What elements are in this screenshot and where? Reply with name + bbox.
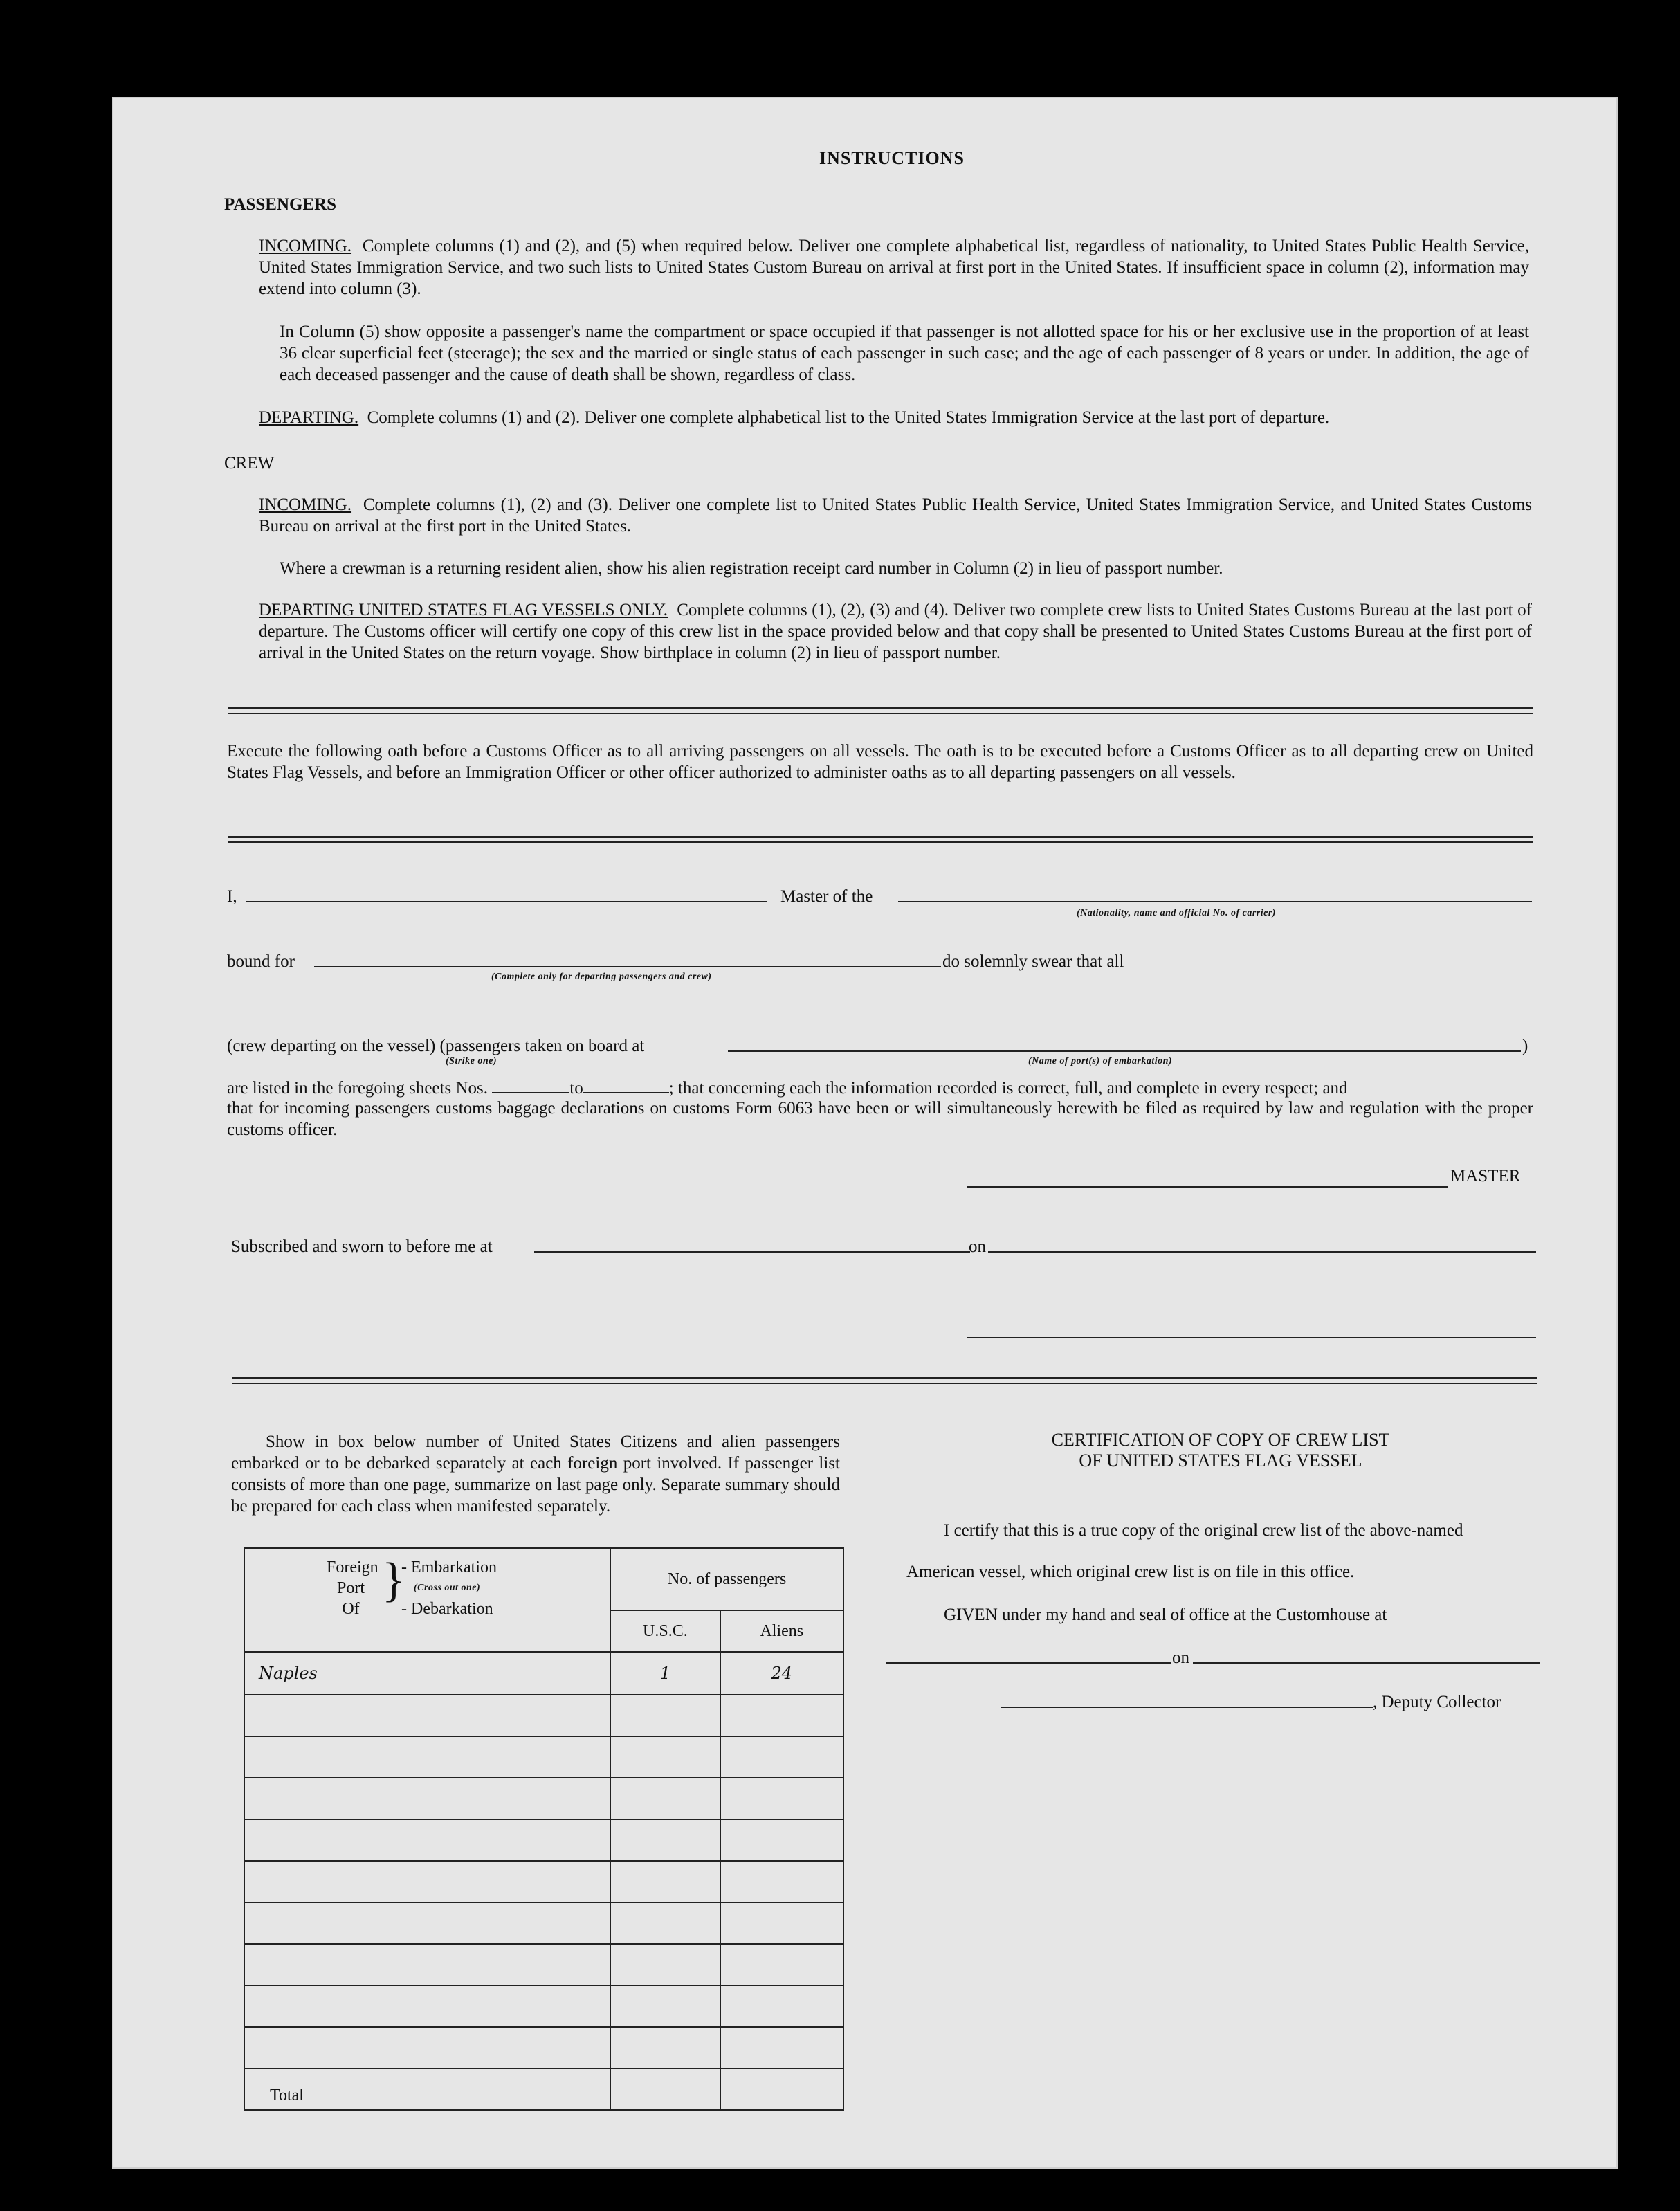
crew-departing-paragraph — [259, 599, 1532, 664]
aliens-cell[interactable] — [720, 1778, 843, 1819]
divider-double-top — [228, 707, 1533, 709]
usc-cell[interactable] — [610, 1695, 720, 1736]
master-signature-field[interactable] — [967, 1186, 1448, 1188]
crew-resident-paragraph: Where a crewman is a returning resident alien, show his alien registration receipt card number in Column (2) in lieu of passport number. — [280, 559, 1223, 578]
i-label: I, — [227, 887, 237, 906]
passengers-departing-paragraph — [259, 407, 1529, 428]
certification-date-field[interactable] — [1193, 1662, 1540, 1664]
customhouse-field[interactable] — [886, 1662, 1171, 1664]
strike-one-note: (Strike one) — [446, 1056, 497, 1066]
crew-departing-label: DEPARTING UNITED STATES FLAG VESSELS ONLY. — [259, 601, 668, 619]
divider-double-top — [228, 836, 1533, 838]
aliens-cell[interactable] — [720, 1944, 843, 1985]
divider-double-bottom — [228, 841, 1533, 843]
certification-title-line2: OF UNITED STATES FLAG VESSEL — [1079, 1450, 1362, 1471]
swear-label: do solemnly swear that all — [942, 952, 1124, 971]
certification-title-line1: CERTIFICATION OF COPY OF CREW LIST — [1051, 1430, 1390, 1450]
port-cell[interactable] — [244, 1819, 610, 1861]
usc-total-cell[interactable] — [610, 2068, 720, 2110]
table-row — [244, 2027, 843, 2068]
table-row — [244, 1819, 843, 1861]
bound-for-label: bound for — [227, 952, 295, 971]
aliens-cell[interactable] — [720, 1819, 843, 1861]
port-header-cell — [244, 1548, 610, 1652]
passenger-summary-table — [244, 1547, 844, 2111]
aliens-cell[interactable]: 24 — [720, 1652, 843, 1695]
table-row — [244, 1778, 843, 1819]
listed-post: ; that concerning each the information recorded is correct, full, and complete in every respect; and — [668, 1079, 1348, 1098]
summary-instructions: Show in box below number of United States Citizens and alien passengers embarked or to be debarked separately at each foreign port involved. If passenger list consists of more than one page, summarize on last page only. Separate summary should be prepared for each class when manifested separately. — [231, 1432, 840, 1516]
table-row — [244, 1944, 843, 1985]
usc-cell[interactable] — [610, 1819, 720, 1861]
port-cell[interactable] — [244, 2027, 610, 2068]
usc-cell[interactable]: 1 — [610, 1652, 720, 1695]
deputy-signature-field[interactable] — [1001, 1707, 1373, 1708]
divider-double-top — [232, 1377, 1537, 1379]
port-label-stack — [327, 1557, 378, 1619]
certification-line1: I certify that this is a true copy of the original crew list of the above-named — [944, 1521, 1463, 1540]
port-cell[interactable] — [244, 1985, 610, 2027]
departing-label: DEPARTING. — [259, 408, 359, 427]
divider-double-bottom — [228, 713, 1533, 714]
port-label: Port — [336, 1579, 365, 1597]
listed-rest: that for incoming passengers customs baggage declarations on customs Form 6063 have been or will simultaneously herewith be filed as required by law and regulation with the proper customs officer. — [227, 1099, 1533, 1139]
subscribed-date-field[interactable] — [988, 1251, 1536, 1253]
bound-for-field[interactable] — [314, 966, 941, 967]
certification-on-label: on — [1172, 1648, 1189, 1667]
aliens-cell[interactable] — [720, 2027, 843, 2068]
listed-to: to — [569, 1079, 583, 1098]
usc-cell[interactable] — [610, 1902, 720, 1944]
subscribed-label: Subscribed and sworn to before me at — [231, 1237, 493, 1256]
listed-pre: are listed in the foregoing sheets Nos. — [227, 1079, 488, 1098]
complete-only-note: (Complete only for departing passengers and crew) — [491, 972, 712, 982]
certification-title — [1013, 1430, 1428, 1471]
deputy-collector-label: , Deputy Collector — [1373, 1693, 1501, 1711]
usc-cell[interactable] — [610, 1861, 720, 1902]
embark-debark-stack — [401, 1557, 497, 1619]
instructions-title: INSTRUCTIONS — [819, 148, 965, 168]
usc-cell[interactable] — [610, 2027, 720, 2068]
port-cell[interactable] — [244, 1736, 610, 1778]
port-cell[interactable] — [244, 1861, 610, 1902]
cross-out-note: (Cross out one) — [414, 1583, 481, 1593]
port-cell[interactable]: Naples — [244, 1652, 610, 1695]
table-row — [244, 1736, 843, 1778]
usc-cell[interactable] — [610, 1985, 720, 2027]
certification-line2: American vessel, which original crew list is on file in this office. — [906, 1563, 1355, 1581]
crew-incoming-label: INCOMING. — [259, 495, 352, 514]
no-passengers-header: No. of passengers — [610, 1548, 843, 1610]
master-of-label: Master of the — [780, 887, 873, 906]
aliens-cell[interactable] — [720, 1985, 843, 2027]
master-label: MASTER — [1450, 1167, 1521, 1185]
embarkation-port-field[interactable] — [728, 1050, 1521, 1052]
debarkation-label: - Debarkation — [401, 1600, 493, 1618]
of-label: Of — [342, 1600, 360, 1618]
port-cell[interactable] — [244, 1902, 610, 1944]
subscribed-place-field[interactable] — [534, 1251, 970, 1253]
aliens-cell[interactable] — [720, 1736, 843, 1778]
officer-signature-field[interactable] — [967, 1337, 1536, 1338]
crew-incoming-paragraph — [259, 494, 1532, 537]
table-row — [244, 1861, 843, 1902]
port-cell[interactable] — [244, 1695, 610, 1736]
crew-departing-text: Complete columns (1), (2), (3) and (4). Deliver two complete crew lists to United States Customs Bureau at the last port of departure. The Customs officer will certify one copy of this crew list in the space provided below and that copy shall be presented to United States Customs Bureau at the first port of arrival in the United States on the return voyage. Show birthplace in column (2) in lieu of passport number. — [259, 601, 1532, 662]
total-row — [244, 2068, 843, 2110]
close-paren: ) — [1522, 1037, 1528, 1055]
total-label: Total — [244, 2068, 610, 2110]
listed-line — [227, 1077, 1533, 1099]
table-row — [244, 1652, 843, 1695]
embarkation-label: - Embarkation — [401, 1558, 497, 1576]
table-row — [244, 1695, 843, 1736]
aliens-total-cell[interactable] — [720, 2068, 843, 2110]
usc-cell[interactable] — [610, 1736, 720, 1778]
table-row — [244, 1985, 843, 2027]
subscribed-on-label: on — [969, 1237, 986, 1256]
port-cell[interactable] — [244, 1778, 610, 1819]
port-cell[interactable] — [244, 1944, 610, 1985]
aliens-cell[interactable] — [720, 1695, 843, 1736]
passengers-incoming-paragraph — [259, 235, 1529, 300]
passengers-incoming-text: Complete columns (1) and (2), and (5) when required below. Deliver one complete alphabetical list, regardless of nationality, to United States Public Health Service, United States Immigration Service, and two such lists to United States Custom Bureau on arrival at first port in the United States. If insufficient space in column (2), information may extend into column (3). — [259, 237, 1530, 298]
passengers-heading: PASSENGERS — [224, 195, 337, 214]
foreign-label: Foreign — [327, 1558, 378, 1576]
incoming-label: INCOMING. — [259, 237, 352, 255]
oath-intro: Execute the following oath before a Customs Officer as to all arriving passengers on all vessels. The oath is to be executed before a Customs Officer as to all departing crew on United States Flag Vessels, and before an Immigration Officer or other officer authorized to administer oaths as to all departing passengers on all vessels. — [227, 742, 1533, 782]
sheet-to-field[interactable] — [583, 1077, 669, 1093]
carrier-note: (Nationality, name and official No. of carrier) — [1077, 908, 1276, 918]
aliens-cell[interactable] — [720, 1861, 843, 1902]
usc-header: U.S.C. — [610, 1610, 720, 1652]
usc-cell[interactable] — [610, 1778, 720, 1819]
passengers-departing-text: Complete columns (1) and (2). Deliver one complete alphabetical list to the United States Immigration Service at the last port of departure. — [367, 408, 1330, 427]
table-row — [244, 1902, 843, 1944]
crew-incoming-text: Complete columns (1), (2) and (3). Deliver one complete list to United States Public Health Service, United States Immigration Service, and United States Customs Bureau on arrival at the first port in the United States. — [259, 495, 1533, 536]
master-name-field[interactable] — [246, 901, 767, 902]
sheet-from-field[interactable] — [492, 1077, 569, 1093]
usc-cell[interactable] — [610, 1944, 720, 1985]
aliens-header: Aliens — [720, 1610, 843, 1652]
column5-paragraph: In Column (5) show opposite a passenger's name the compartment or space occupied if that passenger is not allotted space for his or her exclusive use in the proportion of at least 36 clear superficial feet (steerage); the sex and the married or single status of each passenger in such case; and the age of each passenger of 8 years or under. In addition, the age of each deceased passenger and the cause of death shall be shown, regardless of class. — [280, 322, 1529, 384]
aliens-cell[interactable] — [720, 1902, 843, 1944]
divider-double-bottom — [232, 1383, 1537, 1384]
certification-given: GIVEN under my hand and seal of office at the Customhouse at — [944, 1605, 1387, 1624]
carrier-field[interactable] — [898, 901, 1532, 902]
brace-icon: } — [382, 1554, 405, 1607]
crew-departing-oath-label: (crew departing on the vessel) (passengers taken on board at — [227, 1037, 645, 1055]
port-embarkation-note: (Name of port(s) of embarkation) — [1028, 1056, 1173, 1066]
crew-heading: CREW — [224, 454, 275, 473]
